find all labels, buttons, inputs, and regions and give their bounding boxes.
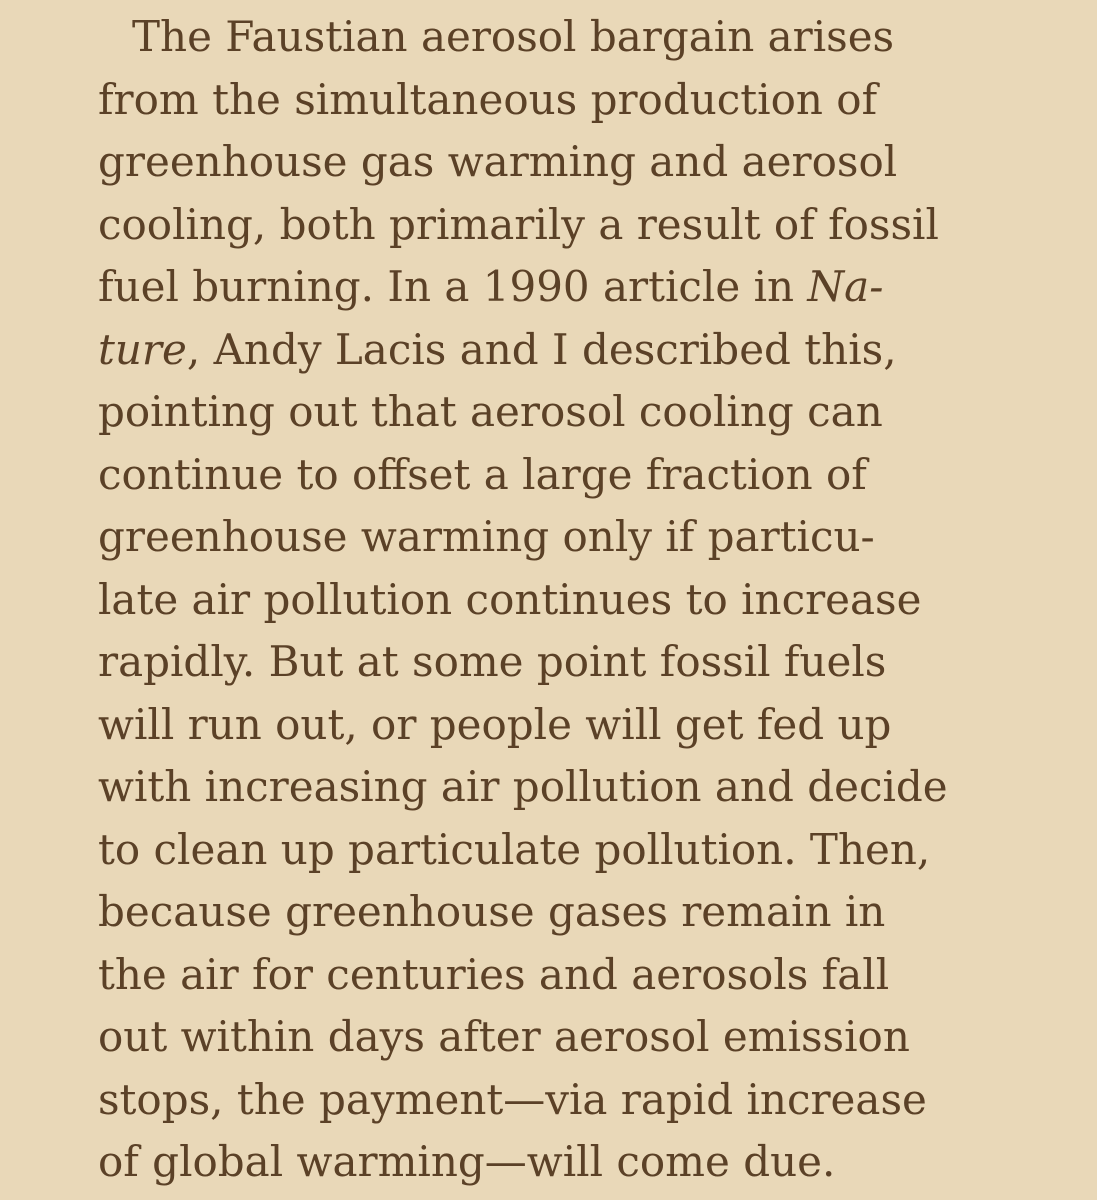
text-line: The Faustian aerosol bargain arises — [132, 12, 895, 61]
text-line: cooling, both primarily a result of fossil — [98, 199, 939, 249]
text-line: late air pollution continues to increase — [98, 574, 922, 624]
text-line: out within days after aerosol emission — [98, 1012, 910, 1061]
text-line — [98, 319, 1058, 382]
text-line — [98, 256, 1058, 319]
text-line: from the simultaneous production of — [98, 74, 878, 124]
text-line: to clean up particulate pollution. Then, — [98, 824, 931, 874]
text-segment: fuel burning. In a 1990 article in — [98, 262, 808, 311]
text-line: will run out, or people will get fed up — [98, 699, 892, 749]
text-line: greenhouse warming only if particu- — [98, 512, 875, 561]
body-paragraph — [98, 6, 1058, 1194]
italic-journal-name: Na- — [807, 262, 884, 311]
text-segment: , Andy Lacis and I described this, — [186, 324, 897, 374]
text-line: rapidly. But at some point fossil fuels — [98, 637, 887, 686]
text-line: continue to offset a large fraction of — [98, 449, 867, 499]
text-line: pointing out that aerosol cooling can — [98, 387, 883, 436]
book-page — [98, 6, 1058, 1194]
text-line: because greenhouse gases remain in — [98, 887, 886, 936]
text-line: stops, the payment—via rapid increase — [98, 1074, 927, 1124]
italic-journal-name: ture — [98, 324, 187, 374]
text-line: with increasing air pollution and decide — [98, 762, 948, 811]
text-line: the air for centuries and aerosols fall — [98, 949, 890, 999]
text-line: of global warming—will come due. — [98, 1137, 836, 1186]
text-line: greenhouse gas warming and aerosol — [98, 137, 898, 186]
